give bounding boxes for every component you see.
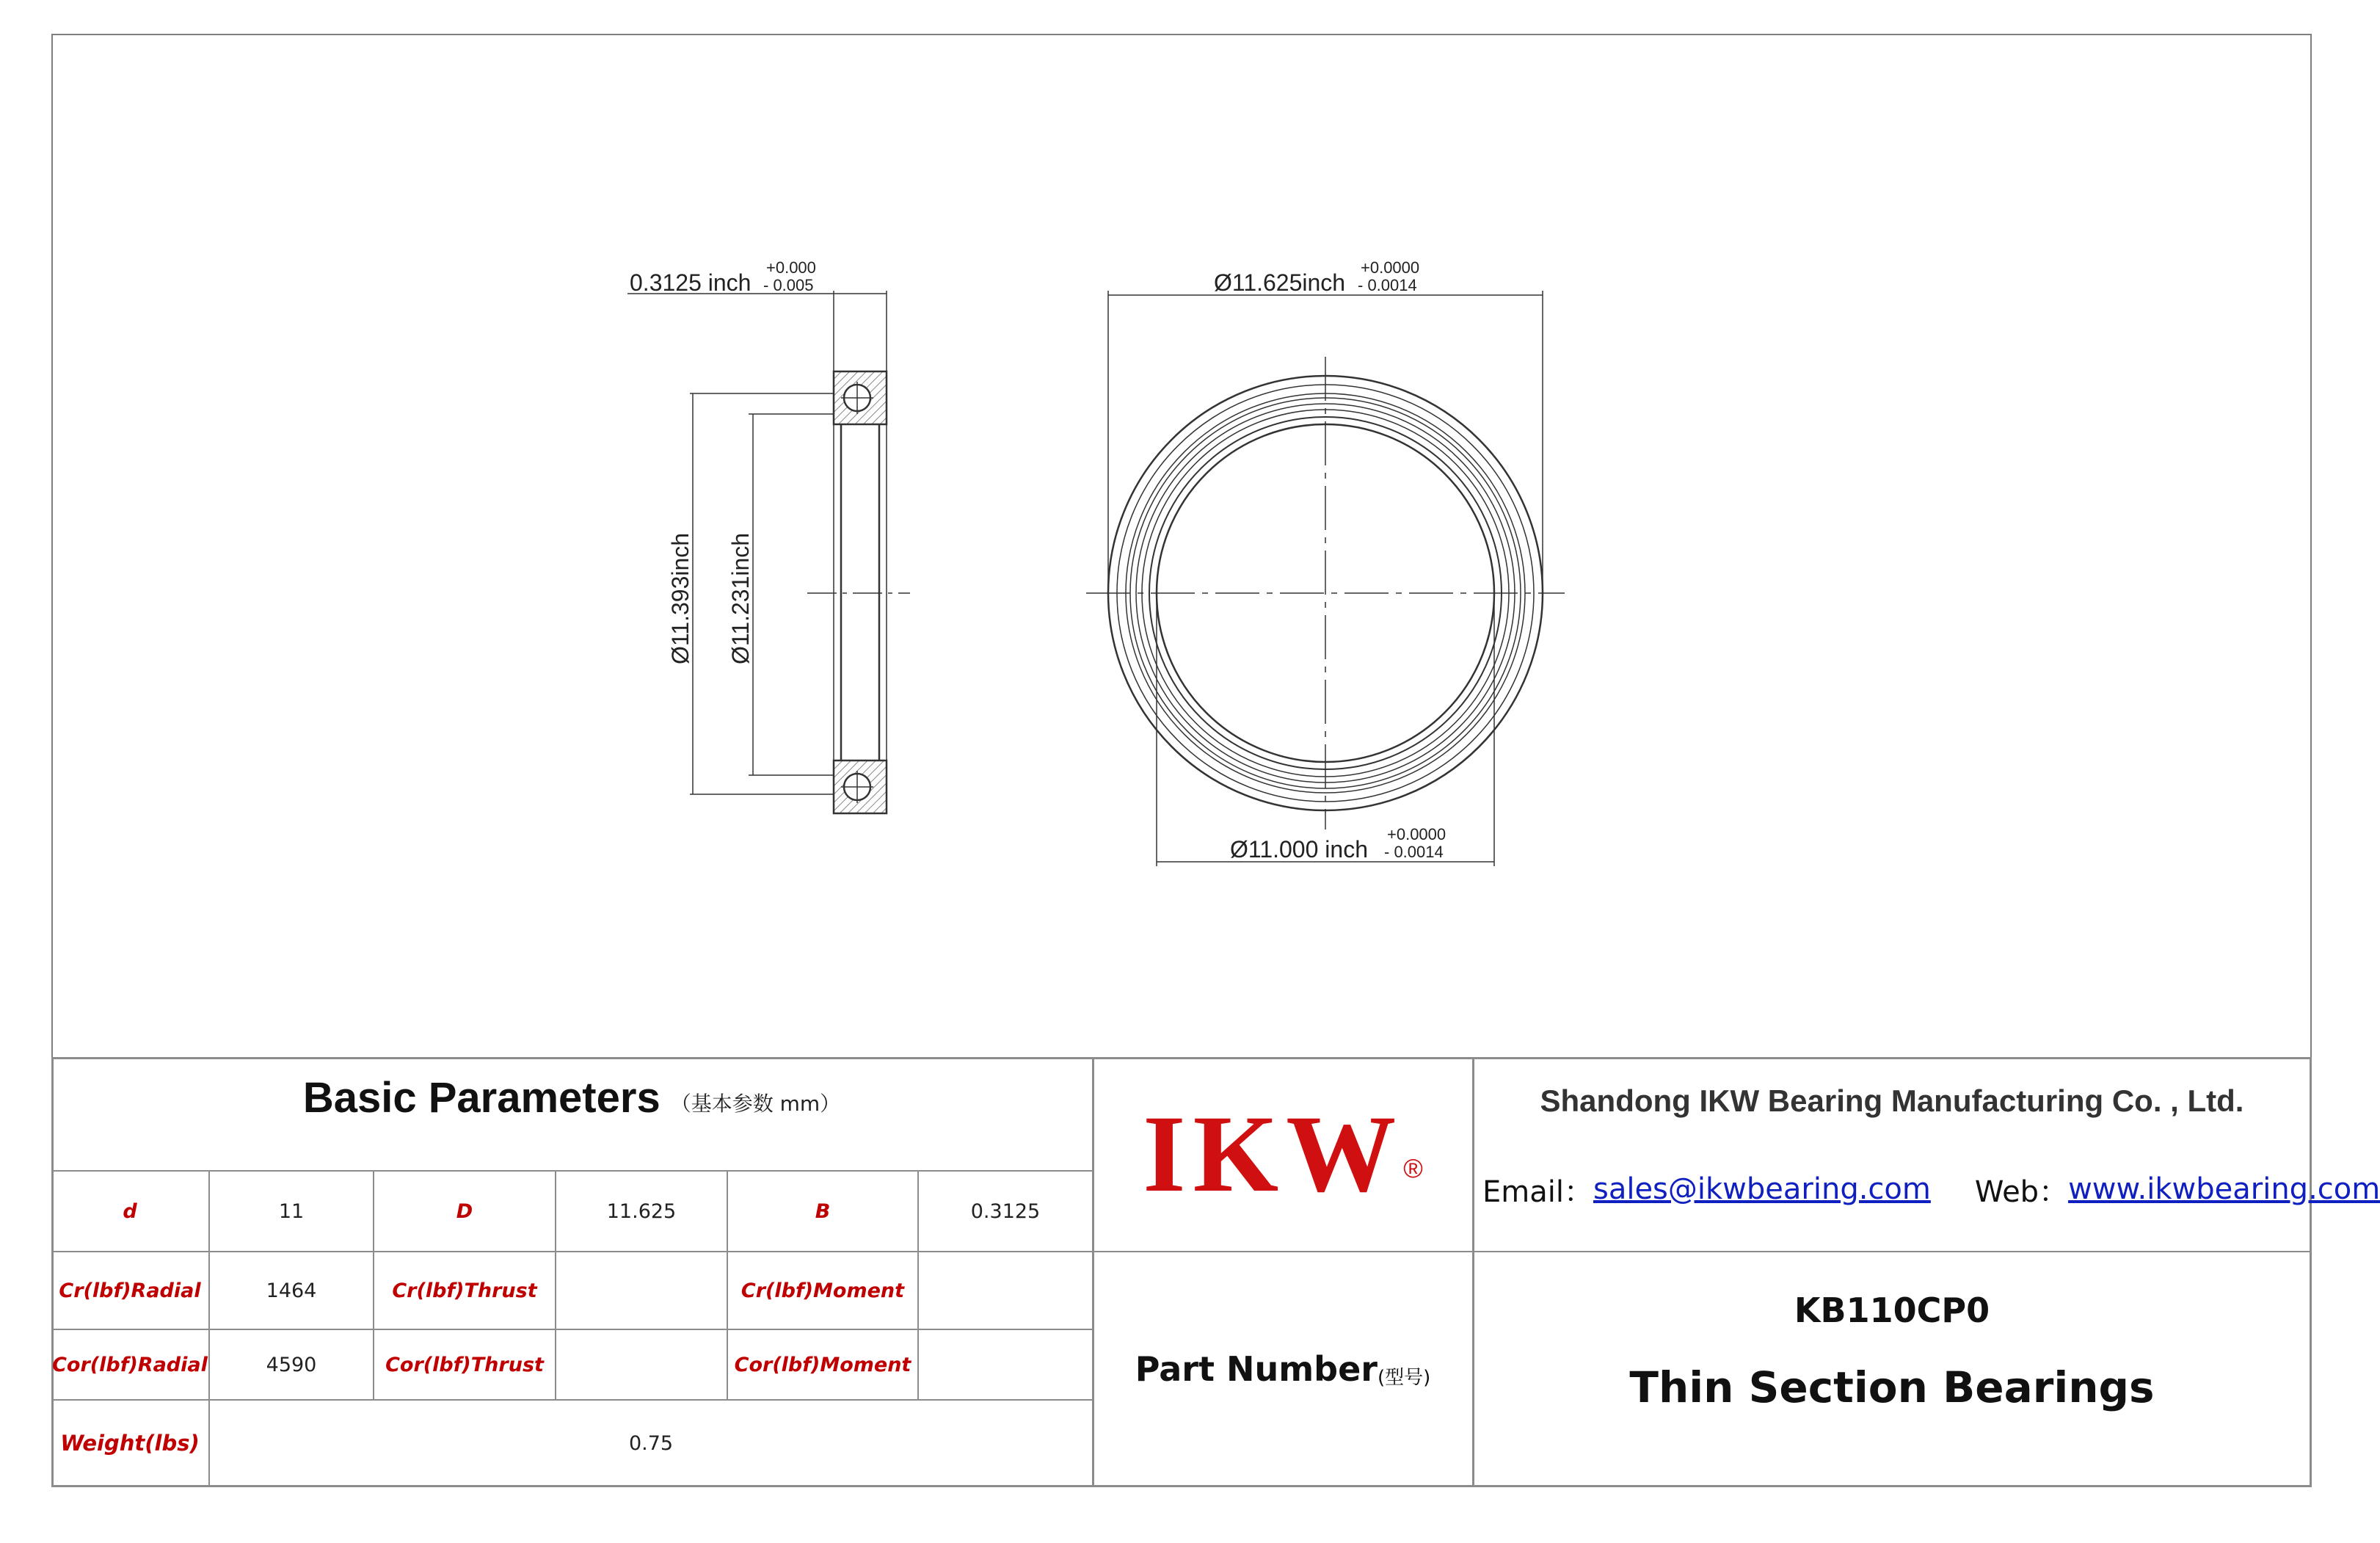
cr-radial-label: Cr(lbf)Radial xyxy=(59,1279,201,1302)
contact-row xyxy=(1482,1160,2380,1219)
model-number: KB110CP0 xyxy=(1794,1290,1990,1330)
cor-moment-label: Cor(lbf)Moment xyxy=(734,1353,911,1376)
basic-parameters-note: （基本参数 mm） xyxy=(670,1092,841,1116)
cr-moment-label: Cr(lbf)Moment xyxy=(740,1279,905,1302)
front-view xyxy=(1086,291,1565,866)
cr-thrust-value xyxy=(556,1252,727,1329)
part-number-label: Part Number xyxy=(1135,1349,1378,1389)
cor-moment-value xyxy=(919,1330,1092,1399)
param-D-label: D xyxy=(456,1199,473,1223)
weight-label: Weight(lbs) xyxy=(60,1431,200,1456)
model-cell xyxy=(1474,1277,2310,1343)
product-type: Thin Section Bearings xyxy=(1629,1362,2155,1412)
basic-parameters-title: Basic Parameters xyxy=(302,1073,660,1122)
param-d-value: 11 xyxy=(278,1199,305,1223)
web-label: Web： xyxy=(1974,1175,2069,1209)
part-number-label-cell xyxy=(1093,1252,1472,1486)
outer-tol-upper: +0.0000 xyxy=(1361,258,1420,277)
param-B-label: B xyxy=(815,1199,831,1223)
email-link[interactable]: sales@ikwbearing.com xyxy=(1593,1172,1931,1206)
company-name-cell xyxy=(1474,1072,2310,1130)
width-dimension: 0.3125 inch xyxy=(630,269,752,296)
title-block xyxy=(51,1057,2380,1487)
type-cell xyxy=(1474,1351,2310,1424)
cr-thrust-label: Cr(lbf)Thrust xyxy=(392,1279,537,1302)
email-label: Email： xyxy=(1482,1175,1593,1209)
inner-tol-lower: - 0.0014 xyxy=(1384,843,1444,861)
inner-race-dimension: Ø11.231inch xyxy=(727,532,754,664)
cr-radial-value: 1464 xyxy=(266,1279,317,1302)
cor-radial-value: 4590 xyxy=(266,1353,317,1376)
outer-tol-lower: - 0.0014 xyxy=(1358,276,1417,294)
width-tol-upper: +0.000 xyxy=(766,258,816,277)
logo-text: IKW xyxy=(1143,1093,1404,1215)
web-link[interactable]: www.ikwbearing.com xyxy=(2068,1172,2380,1206)
part-number-note: (型号) xyxy=(1377,1366,1431,1389)
cor-thrust-label: Cor(lbf)Thrust xyxy=(385,1353,544,1376)
param-d-label: d xyxy=(123,1199,137,1223)
basic-parameters-header xyxy=(51,1057,1092,1138)
width-tol-lower: - 0.005 xyxy=(763,276,814,294)
inner-tol-upper: +0.0000 xyxy=(1387,825,1446,843)
cr-moment-value xyxy=(919,1252,1092,1329)
company-name: Shandong IKW Bearing Manufacturing Co. , Ltd. xyxy=(1540,1083,2244,1118)
registered-mark: ® xyxy=(1403,1153,1423,1183)
inner-diameter-dimension: Ø11.000 inch xyxy=(1230,836,1368,863)
weight-value: 0.75 xyxy=(628,1431,674,1455)
param-B-value: 0.3125 xyxy=(970,1199,1041,1223)
outer-race-dimension: Ø11.393inch xyxy=(667,532,694,664)
param-D-value: 11.625 xyxy=(606,1199,677,1223)
cor-radial-label: Cor(lbf)Radial xyxy=(52,1353,208,1376)
outer-diameter-dimension: Ø11.625inch xyxy=(1214,269,1346,296)
brand-logo xyxy=(1093,1057,1472,1251)
cor-thrust-value xyxy=(556,1330,727,1399)
